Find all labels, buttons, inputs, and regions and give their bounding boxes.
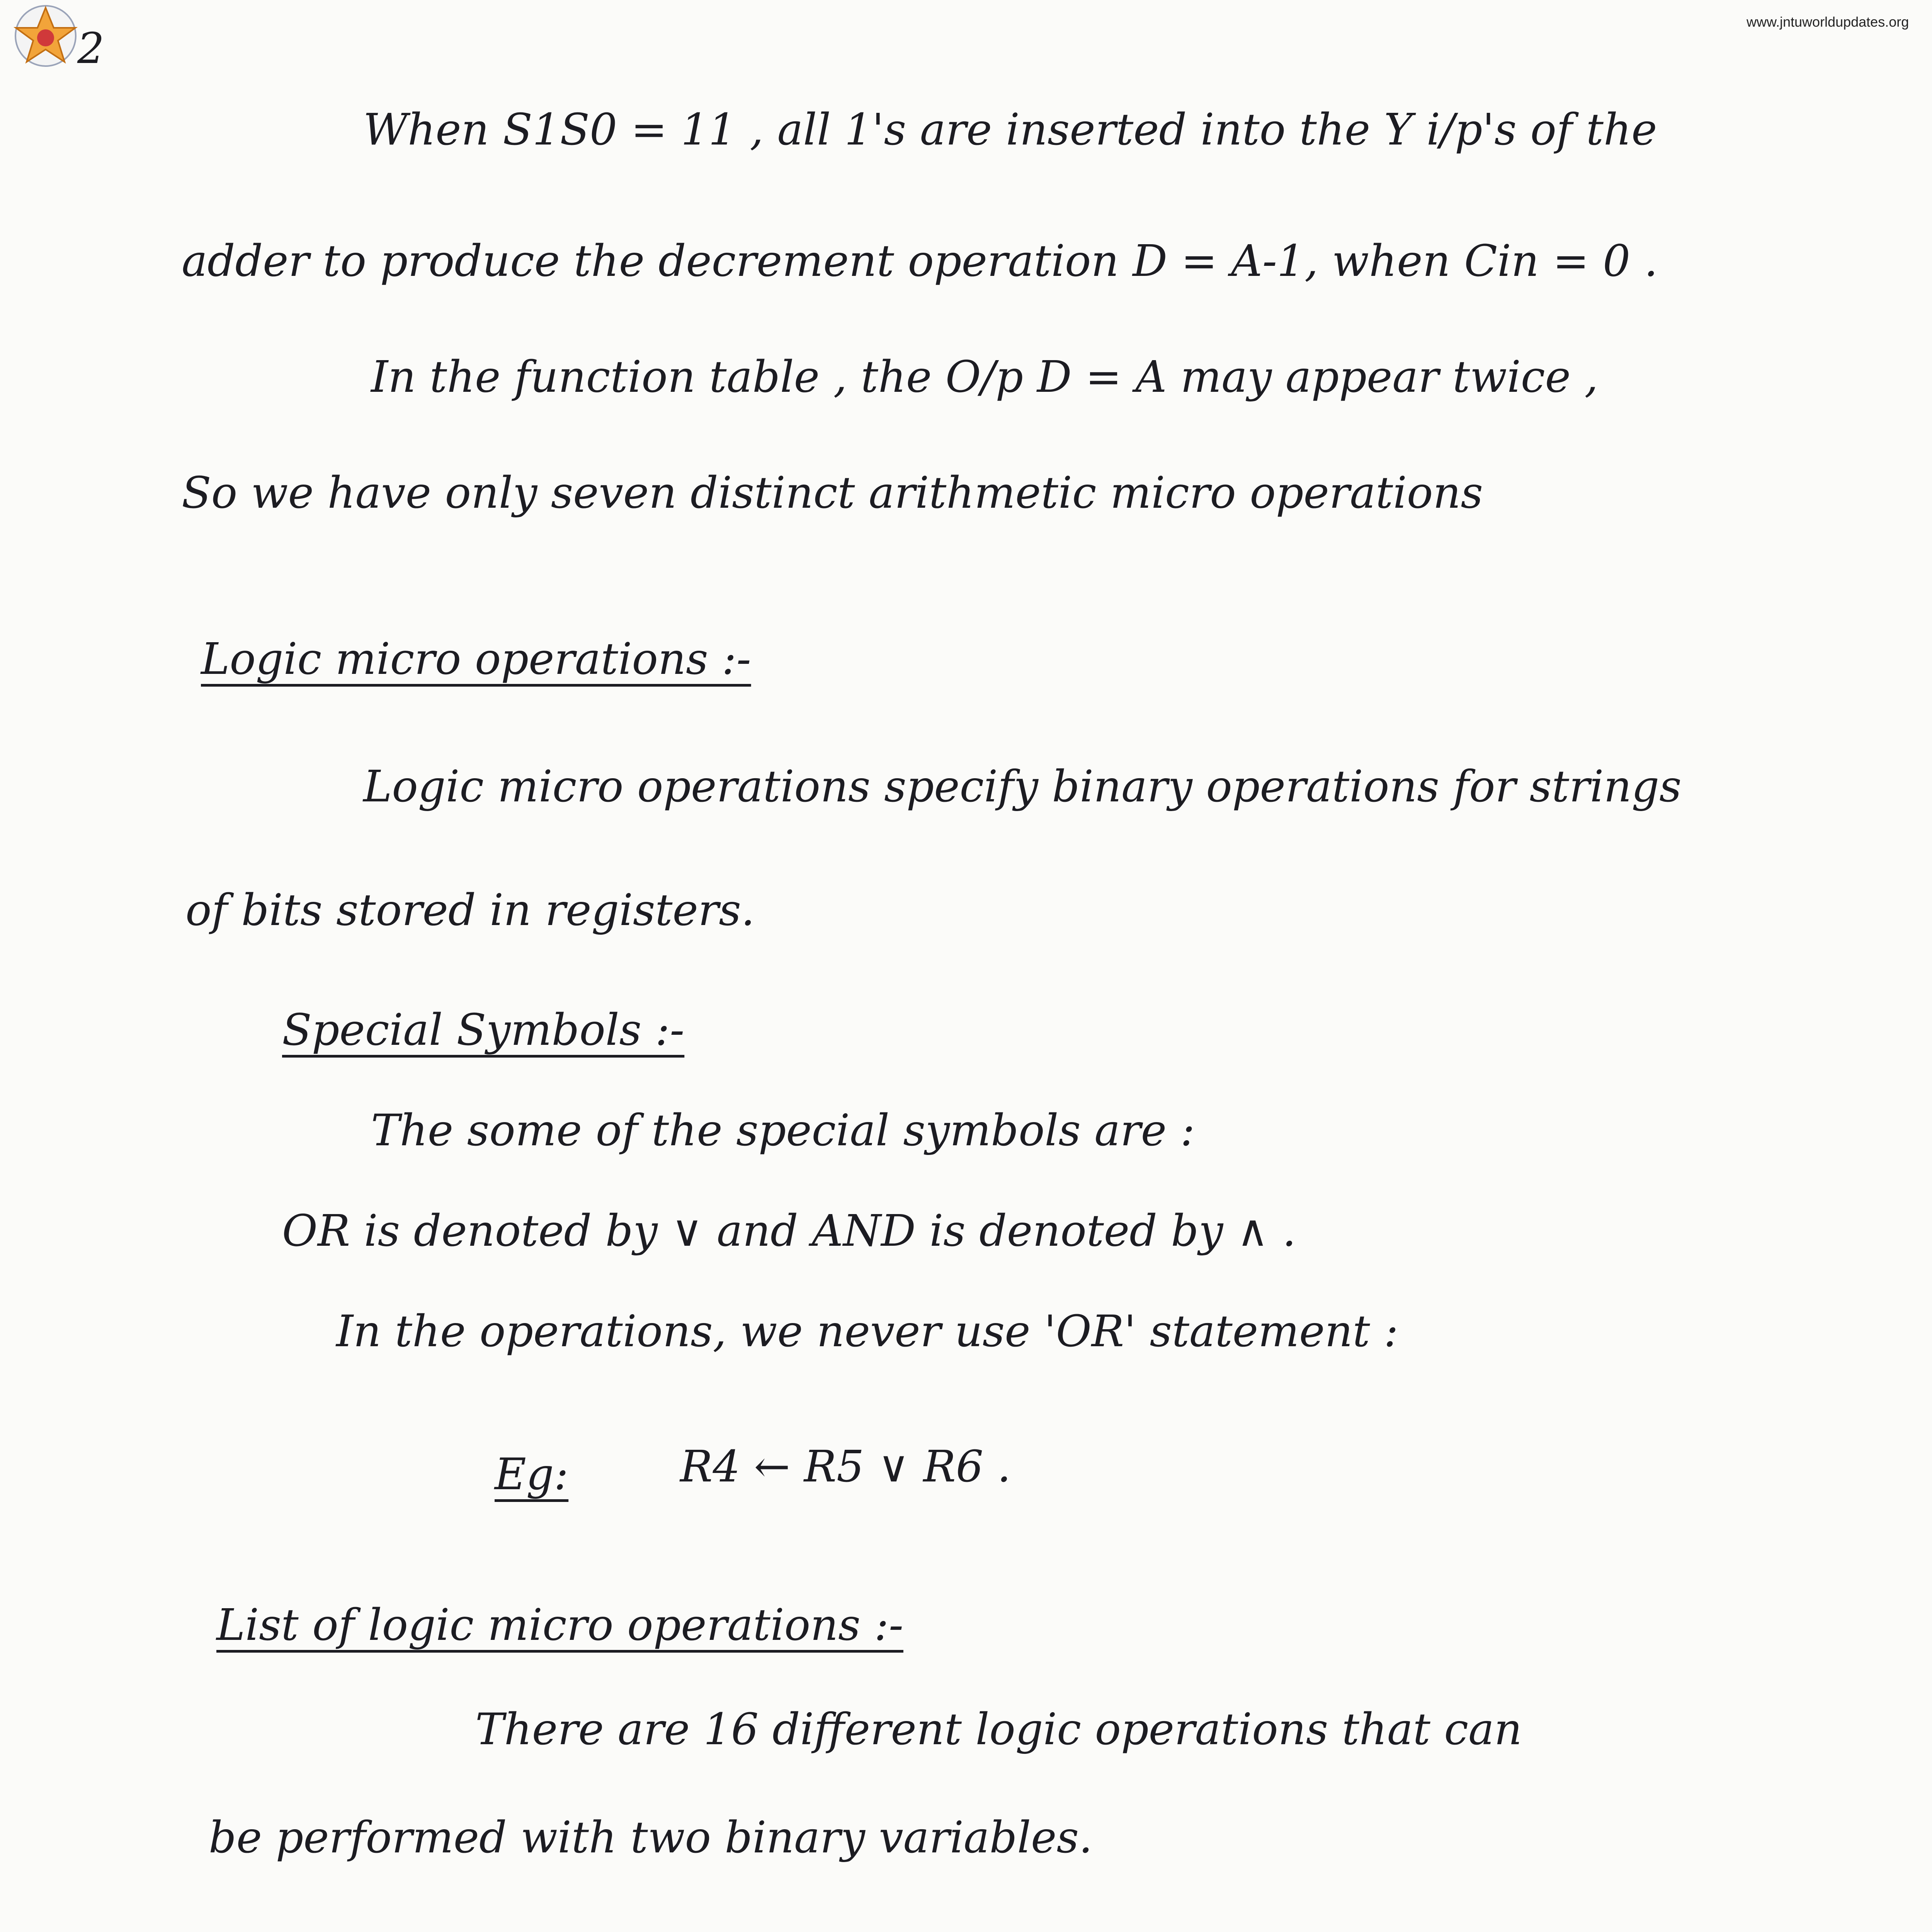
text-line: In the function table , the O/p D = A may appear twice ,	[371, 352, 1599, 402]
text-line: be performed with two binary variables.	[209, 1813, 1093, 1863]
text-line: There are 16 different logic operations that can	[475, 1704, 1522, 1755]
text-line: OR is denoted by ∨ and AND is denoted by ∧ .	[282, 1206, 1296, 1256]
section-heading: Logic micro operations :-	[201, 634, 751, 684]
example-expression: R4 ← R5 ∨ R6 .	[680, 1442, 1011, 1492]
text-line: of bits stored in registers.	[185, 885, 755, 935]
page-label: 2	[77, 24, 104, 73]
section-heading: List of logic micro operations :-	[216, 1600, 903, 1650]
text-line: The some of the special symbols are :	[371, 1105, 1195, 1156]
text-line: In the operations, we never use 'OR' statement :	[336, 1306, 1398, 1357]
text-line: Logic micro operations specify binary operations for strings	[363, 762, 1682, 812]
text-line: When S1S0 = 11 , all 1's are inserted into the Y i/p's of the	[363, 105, 1657, 155]
website-url-top[interactable]: www.jntuworldupdates.org	[1747, 14, 1909, 30]
example-label: Eg:	[495, 1449, 569, 1500]
star-logo-icon	[7, 3, 84, 69]
text-line: adder to produce the decrement operation D = A-1, when Cin = 0 .	[182, 236, 1658, 286]
section-heading: Special Symbols :-	[282, 1005, 685, 1055]
site-logo	[7, 3, 84, 69]
text-line: So we have only seven distinct arithmetic micro operations	[182, 468, 1483, 518]
